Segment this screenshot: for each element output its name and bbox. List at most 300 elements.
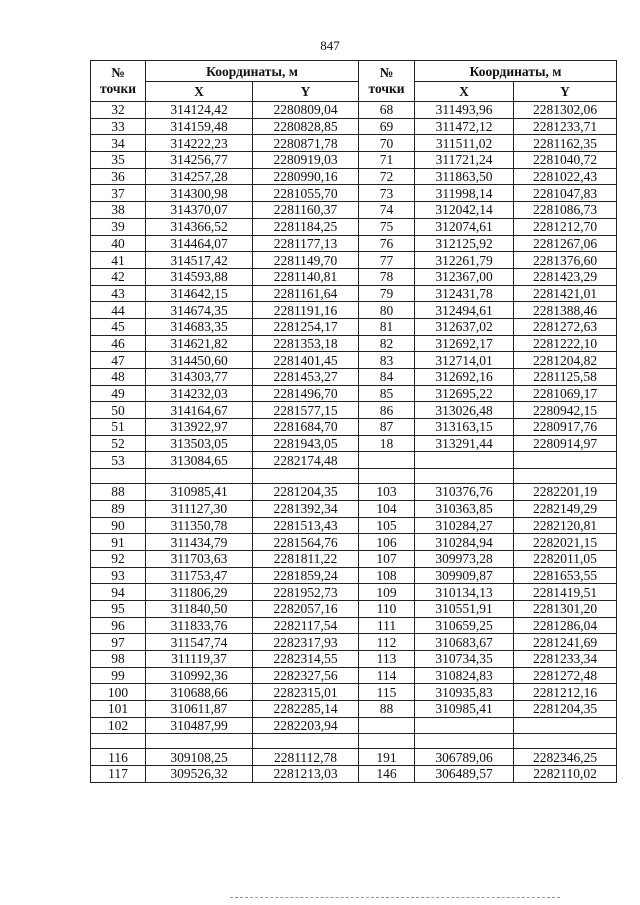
empty-cell xyxy=(514,469,617,484)
point-number-left: 32 xyxy=(91,102,146,119)
coord-y-right: 2281212,70 xyxy=(514,218,617,235)
table-row xyxy=(91,452,617,469)
coord-y-right: 2281047,83 xyxy=(514,185,617,202)
header-x-right: X xyxy=(415,82,514,102)
coord-y-left: 2281112,78 xyxy=(253,749,359,766)
table-row xyxy=(91,268,617,285)
point-number-left: 90 xyxy=(91,517,146,534)
coord-y-right: 2282120,81 xyxy=(514,517,617,534)
coord-x-right: 310734,35 xyxy=(415,651,514,668)
point-number-left: 46 xyxy=(91,335,146,352)
coord-y-left: 2280871,78 xyxy=(253,135,359,152)
coord-x-right: 310659,25 xyxy=(415,617,514,634)
coord-y-left: 2281204,35 xyxy=(253,484,359,501)
point-number-left: 98 xyxy=(91,651,146,668)
coord-x-left: 311434,79 xyxy=(146,534,253,551)
coord-x-left: 311840,50 xyxy=(146,600,253,617)
point-number-left: 52 xyxy=(91,435,146,452)
point-number-right: 146 xyxy=(359,766,415,783)
coord-x-left: 310985,41 xyxy=(146,484,253,501)
table-row xyxy=(91,484,617,501)
table-row xyxy=(91,567,617,584)
coord-y-right xyxy=(514,717,617,734)
coord-x-right: 311998,14 xyxy=(415,185,514,202)
coord-x-right: 310824,83 xyxy=(415,667,514,684)
coord-y-right: 2281204,35 xyxy=(514,701,617,718)
table-row xyxy=(91,369,617,386)
point-number-right: 79 xyxy=(359,285,415,302)
coord-y-left: 2282285,14 xyxy=(253,701,359,718)
point-number-right: 85 xyxy=(359,385,415,402)
table-row xyxy=(91,717,617,734)
coord-x-left: 311806,29 xyxy=(146,584,253,601)
coord-y-right: 2282149,29 xyxy=(514,500,617,517)
coord-y-right: 2281233,71 xyxy=(514,118,617,135)
coord-x-left: 314450,60 xyxy=(146,352,253,369)
point-number-left: 51 xyxy=(91,419,146,436)
coord-x-left: 313503,05 xyxy=(146,435,253,452)
point-number-left: 92 xyxy=(91,550,146,567)
empty-cell xyxy=(514,734,617,749)
table-row xyxy=(91,701,617,718)
coord-x-right: 313163,15 xyxy=(415,419,514,436)
coord-x-left: 313922,97 xyxy=(146,419,253,436)
coord-y-left: 2281943,05 xyxy=(253,435,359,452)
coord-x-right: 312692,17 xyxy=(415,335,514,352)
point-number-right: 104 xyxy=(359,500,415,517)
header-point-word: точки xyxy=(368,81,405,96)
table-row xyxy=(91,102,617,119)
coord-x-left: 314159,48 xyxy=(146,118,253,135)
coord-y-left: 2281392,34 xyxy=(253,500,359,517)
point-number-right: 103 xyxy=(359,484,415,501)
point-number-left: 97 xyxy=(91,634,146,651)
coord-y-left: 2281140,81 xyxy=(253,268,359,285)
empty-cell xyxy=(253,469,359,484)
table-row xyxy=(91,600,617,617)
header-y-left: Y xyxy=(253,82,359,102)
header-coordinates-right: Координаты, м xyxy=(415,61,617,82)
table-row xyxy=(91,402,617,419)
coord-y-left: 2281184,25 xyxy=(253,218,359,235)
coord-x-right: 310284,94 xyxy=(415,534,514,551)
coord-y-left: 2280990,16 xyxy=(253,168,359,185)
table-row xyxy=(91,517,617,534)
coord-x-left: 310688,66 xyxy=(146,684,253,701)
header-point-number-left xyxy=(91,61,146,102)
coord-x-right: 311863,50 xyxy=(415,168,514,185)
coord-x-left: 313084,65 xyxy=(146,452,253,469)
point-number-right: 84 xyxy=(359,369,415,386)
separator-row xyxy=(91,469,617,484)
coord-y-right: 2280917,76 xyxy=(514,419,617,436)
coord-y-left: 2282203,94 xyxy=(253,717,359,734)
point-number-left: 35 xyxy=(91,152,146,169)
empty-cell xyxy=(91,734,146,749)
point-number-right: 191 xyxy=(359,749,415,766)
header-y-right: Y xyxy=(514,82,617,102)
coord-x-left: 314593,88 xyxy=(146,268,253,285)
point-number-right: 75 xyxy=(359,218,415,235)
coord-y-right: 2281376,60 xyxy=(514,252,617,269)
table-row xyxy=(91,534,617,551)
coord-x-left: 311753,47 xyxy=(146,567,253,584)
coord-y-left: 2282327,56 xyxy=(253,667,359,684)
point-number-right: 76 xyxy=(359,235,415,252)
coord-x-right: 312714,01 xyxy=(415,352,514,369)
coord-y-left: 2281564,76 xyxy=(253,534,359,551)
coord-x-right: 311511,02 xyxy=(415,135,514,152)
coord-y-left: 2281859,24 xyxy=(253,567,359,584)
coord-x-right xyxy=(415,717,514,734)
coord-y-right: 2282011,05 xyxy=(514,550,617,567)
coord-y-right: 2281421,01 xyxy=(514,285,617,302)
coord-x-left: 310611,87 xyxy=(146,701,253,718)
point-number-left: 42 xyxy=(91,268,146,285)
empty-cell xyxy=(91,469,146,484)
point-number-right: 81 xyxy=(359,318,415,335)
coord-y-left: 2281496,70 xyxy=(253,385,359,402)
coord-y-right xyxy=(514,452,617,469)
coord-y-right: 2281125,58 xyxy=(514,369,617,386)
coord-x-right: 312494,61 xyxy=(415,302,514,319)
point-number-right: 109 xyxy=(359,584,415,601)
point-number-right: 111 xyxy=(359,617,415,634)
coord-y-left: 2281160,37 xyxy=(253,202,359,219)
coord-y-left: 2281213,03 xyxy=(253,766,359,783)
point-number-left: 117 xyxy=(91,766,146,783)
point-number-right: 77 xyxy=(359,252,415,269)
coord-y-left: 2282117,54 xyxy=(253,617,359,634)
coord-y-left: 2280919,03 xyxy=(253,152,359,169)
table-row xyxy=(91,651,617,668)
table-row xyxy=(91,667,617,684)
coord-y-right: 2281302,06 xyxy=(514,102,617,119)
table-row xyxy=(91,318,617,335)
point-number-right: 110 xyxy=(359,600,415,617)
coord-x-left: 314232,03 xyxy=(146,385,253,402)
coord-x-right: 310134,13 xyxy=(415,584,514,601)
coord-x-right: 310376,76 xyxy=(415,484,514,501)
coord-x-left: 314164,67 xyxy=(146,402,253,419)
point-number-left: 40 xyxy=(91,235,146,252)
point-number-left: 99 xyxy=(91,667,146,684)
table-row xyxy=(91,634,617,651)
coord-x-left: 309108,25 xyxy=(146,749,253,766)
point-number-left: 116 xyxy=(91,749,146,766)
table-row xyxy=(91,385,617,402)
table-row xyxy=(91,118,617,135)
coord-x-left: 314257,28 xyxy=(146,168,253,185)
table-row xyxy=(91,135,617,152)
table-row xyxy=(91,152,617,169)
coord-x-left: 314366,52 xyxy=(146,218,253,235)
point-number-left: 45 xyxy=(91,318,146,335)
point-number-left: 102 xyxy=(91,717,146,734)
coordinates-table xyxy=(90,60,617,783)
point-number-right: 70 xyxy=(359,135,415,152)
point-number-right: 113 xyxy=(359,651,415,668)
coord-y-right: 2281419,51 xyxy=(514,584,617,601)
coord-y-right: 2281204,82 xyxy=(514,352,617,369)
coord-y-right: 2281267,06 xyxy=(514,235,617,252)
point-number-left: 88 xyxy=(91,484,146,501)
table-row xyxy=(91,419,617,436)
coord-x-right: 309973,28 xyxy=(415,550,514,567)
coord-y-right: 2281388,46 xyxy=(514,302,617,319)
coord-y-left: 2280809,04 xyxy=(253,102,359,119)
table-row xyxy=(91,235,617,252)
point-number-right: 71 xyxy=(359,152,415,169)
header-coordinates-left: Координаты, м xyxy=(146,61,359,82)
coord-x-right: 310985,41 xyxy=(415,701,514,718)
coord-x-left: 311703,63 xyxy=(146,550,253,567)
header-num-sign: № xyxy=(111,65,125,80)
table-row xyxy=(91,684,617,701)
coord-x-right: 312367,00 xyxy=(415,268,514,285)
empty-cell xyxy=(415,469,514,484)
coord-y-left: 2281177,13 xyxy=(253,235,359,252)
coord-y-right: 2280942,15 xyxy=(514,402,617,419)
coord-x-right: 306789,06 xyxy=(415,749,514,766)
coord-y-left: 2281811,22 xyxy=(253,550,359,567)
table-row xyxy=(91,584,617,601)
empty-cell xyxy=(359,469,415,484)
point-number-left: 37 xyxy=(91,185,146,202)
coord-y-left: 2281577,15 xyxy=(253,402,359,419)
point-number-right: 114 xyxy=(359,667,415,684)
point-number-left: 95 xyxy=(91,600,146,617)
table-row xyxy=(91,202,617,219)
point-number-left: 53 xyxy=(91,452,146,469)
point-number-right: 18 xyxy=(359,435,415,452)
point-number-right: 73 xyxy=(359,185,415,202)
coord-y-right: 2282201,19 xyxy=(514,484,617,501)
point-number-right: 80 xyxy=(359,302,415,319)
empty-cell xyxy=(359,734,415,749)
coord-x-right: 312637,02 xyxy=(415,318,514,335)
point-number-right: 68 xyxy=(359,102,415,119)
coord-x-right: 311493,96 xyxy=(415,102,514,119)
point-number-right: 86 xyxy=(359,402,415,419)
point-number-left: 100 xyxy=(91,684,146,701)
table-row xyxy=(91,218,617,235)
table-row xyxy=(91,550,617,567)
point-number-left: 43 xyxy=(91,285,146,302)
coord-y-left: 2281453,27 xyxy=(253,369,359,386)
coord-y-left: 2281952,73 xyxy=(253,584,359,601)
table-row xyxy=(91,168,617,185)
coord-y-left: 2282317,93 xyxy=(253,634,359,651)
coord-y-left: 2281513,43 xyxy=(253,517,359,534)
coord-x-right: 310935,83 xyxy=(415,684,514,701)
coord-x-left: 309526,32 xyxy=(146,766,253,783)
coord-x-left: 314674,35 xyxy=(146,302,253,319)
coord-x-right: 311472,12 xyxy=(415,118,514,135)
coord-x-left: 311833,76 xyxy=(146,617,253,634)
coord-x-right: 312431,78 xyxy=(415,285,514,302)
coord-y-left: 2282174,48 xyxy=(253,452,359,469)
coord-x-right: 306489,57 xyxy=(415,766,514,783)
page-number: 847 xyxy=(320,38,340,53)
point-number-left: 50 xyxy=(91,402,146,419)
coord-y-left: 2282315,01 xyxy=(253,684,359,701)
coordinates-body xyxy=(91,102,617,783)
header-point-number-right xyxy=(359,61,415,102)
coord-y-left: 2281149,70 xyxy=(253,252,359,269)
point-number-right: 82 xyxy=(359,335,415,352)
coord-y-left: 2281684,70 xyxy=(253,419,359,436)
point-number-right: 107 xyxy=(359,550,415,567)
coord-y-right: 2281086,73 xyxy=(514,202,617,219)
point-number-right: 106 xyxy=(359,534,415,551)
point-number-right: 105 xyxy=(359,517,415,534)
coord-y-right: 2281272,48 xyxy=(514,667,617,684)
coord-x-right: 313026,48 xyxy=(415,402,514,419)
table-row xyxy=(91,252,617,269)
empty-cell xyxy=(415,734,514,749)
table-row xyxy=(91,749,617,766)
coord-x-right: 309909,87 xyxy=(415,567,514,584)
coord-x-right: 312042,14 xyxy=(415,202,514,219)
coord-y-right: 2281241,69 xyxy=(514,634,617,651)
coord-x-left: 314683,35 xyxy=(146,318,253,335)
point-number-right: 74 xyxy=(359,202,415,219)
coord-y-left: 2282314,55 xyxy=(253,651,359,668)
coord-x-right: 311721,24 xyxy=(415,152,514,169)
coord-x-right: 310551,91 xyxy=(415,600,514,617)
coord-x-left: 314370,07 xyxy=(146,202,253,219)
header-x-left: X xyxy=(146,82,253,102)
coord-x-right xyxy=(415,452,514,469)
coord-y-right: 2282346,25 xyxy=(514,749,617,766)
point-number-left: 101 xyxy=(91,701,146,718)
coord-y-right: 2281272,63 xyxy=(514,318,617,335)
coord-x-left: 314124,42 xyxy=(146,102,253,119)
point-number-right: 83 xyxy=(359,352,415,369)
coord-x-left: 311127,30 xyxy=(146,500,253,517)
coord-y-left: 2282057,16 xyxy=(253,600,359,617)
coord-y-right: 2281222,10 xyxy=(514,335,617,352)
coord-x-left: 310992,36 xyxy=(146,667,253,684)
point-number-right: 69 xyxy=(359,118,415,135)
coord-x-right: 312074,61 xyxy=(415,218,514,235)
point-number-left: 93 xyxy=(91,567,146,584)
coord-x-right: 312692,16 xyxy=(415,369,514,386)
coord-x-left: 311119,37 xyxy=(146,651,253,668)
coord-y-right: 2282110,02 xyxy=(514,766,617,783)
point-number-left: 41 xyxy=(91,252,146,269)
coord-x-right: 312261,79 xyxy=(415,252,514,269)
point-number-right: 72 xyxy=(359,168,415,185)
coord-x-left: 314464,07 xyxy=(146,235,253,252)
coord-x-left: 314621,82 xyxy=(146,335,253,352)
point-number-left: 47 xyxy=(91,352,146,369)
coord-x-left: 314303,77 xyxy=(146,369,253,386)
coord-x-left: 314642,15 xyxy=(146,285,253,302)
empty-cell xyxy=(146,469,253,484)
coord-x-left: 310487,99 xyxy=(146,717,253,734)
point-number-left: 91 xyxy=(91,534,146,551)
point-number-right xyxy=(359,452,415,469)
table-row xyxy=(91,500,617,517)
coord-y-left: 2281055,70 xyxy=(253,185,359,202)
point-number-right: 78 xyxy=(359,268,415,285)
coord-y-right: 2281040,72 xyxy=(514,152,617,169)
coord-x-left: 314300,98 xyxy=(146,185,253,202)
header-num-sign: № xyxy=(379,65,394,80)
point-number-left: 33 xyxy=(91,118,146,135)
point-number-left: 39 xyxy=(91,218,146,235)
coord-y-right: 2282021,15 xyxy=(514,534,617,551)
point-number-left: 38 xyxy=(91,202,146,219)
table-row xyxy=(91,285,617,302)
coord-y-right: 2281162,35 xyxy=(514,135,617,152)
table-row xyxy=(91,766,617,783)
point-number-right: 87 xyxy=(359,419,415,436)
coord-y-left: 2281254,17 xyxy=(253,318,359,335)
coord-x-right: 312125,92 xyxy=(415,235,514,252)
point-number-right: 108 xyxy=(359,567,415,584)
coord-x-left: 311350,78 xyxy=(146,517,253,534)
coord-x-left: 314222,23 xyxy=(146,135,253,152)
coord-x-left: 311547,74 xyxy=(146,634,253,651)
point-number-left: 49 xyxy=(91,385,146,402)
coord-y-right: 2281286,04 xyxy=(514,617,617,634)
table-row xyxy=(91,352,617,369)
point-number-right: 88 xyxy=(359,701,415,718)
coord-x-right: 313291,44 xyxy=(415,435,514,452)
point-number-right: 115 xyxy=(359,684,415,701)
coord-y-right: 2281301,20 xyxy=(514,600,617,617)
coord-y-left: 2281161,64 xyxy=(253,285,359,302)
coord-y-left: 2280828,85 xyxy=(253,118,359,135)
point-number-left: 96 xyxy=(91,617,146,634)
point-number-left: 36 xyxy=(91,168,146,185)
coord-x-left: 314517,42 xyxy=(146,252,253,269)
header-point-word: точки xyxy=(99,81,137,96)
coord-x-right: 310363,85 xyxy=(415,500,514,517)
table-row xyxy=(91,617,617,634)
coord-x-right: 310683,67 xyxy=(415,634,514,651)
empty-cell xyxy=(253,734,359,749)
coord-y-right: 2281212,16 xyxy=(514,684,617,701)
coord-x-right: 312695,22 xyxy=(415,385,514,402)
empty-cell xyxy=(146,734,253,749)
coord-y-left: 2281353,18 xyxy=(253,335,359,352)
coord-y-right: 2281069,17 xyxy=(514,385,617,402)
separator-row xyxy=(91,734,617,749)
point-number-right: 112 xyxy=(359,634,415,651)
table-row xyxy=(91,185,617,202)
coord-y-right: 2281653,55 xyxy=(514,567,617,584)
table-row xyxy=(91,435,617,452)
coord-y-right: 2280914,97 xyxy=(514,435,617,452)
coord-x-right: 310284,27 xyxy=(415,517,514,534)
coord-y-left: 2281191,16 xyxy=(253,302,359,319)
coord-y-right: 2281423,29 xyxy=(514,268,617,285)
point-number-left: 34 xyxy=(91,135,146,152)
scan-edge-line xyxy=(230,897,560,899)
point-number-right xyxy=(359,717,415,734)
point-number-left: 48 xyxy=(91,369,146,386)
coord-x-left: 314256,77 xyxy=(146,152,253,169)
coord-y-right: 2281233,34 xyxy=(514,651,617,668)
point-number-left: 44 xyxy=(91,302,146,319)
point-number-left: 94 xyxy=(91,584,146,601)
table-row xyxy=(91,335,617,352)
table-row xyxy=(91,302,617,319)
